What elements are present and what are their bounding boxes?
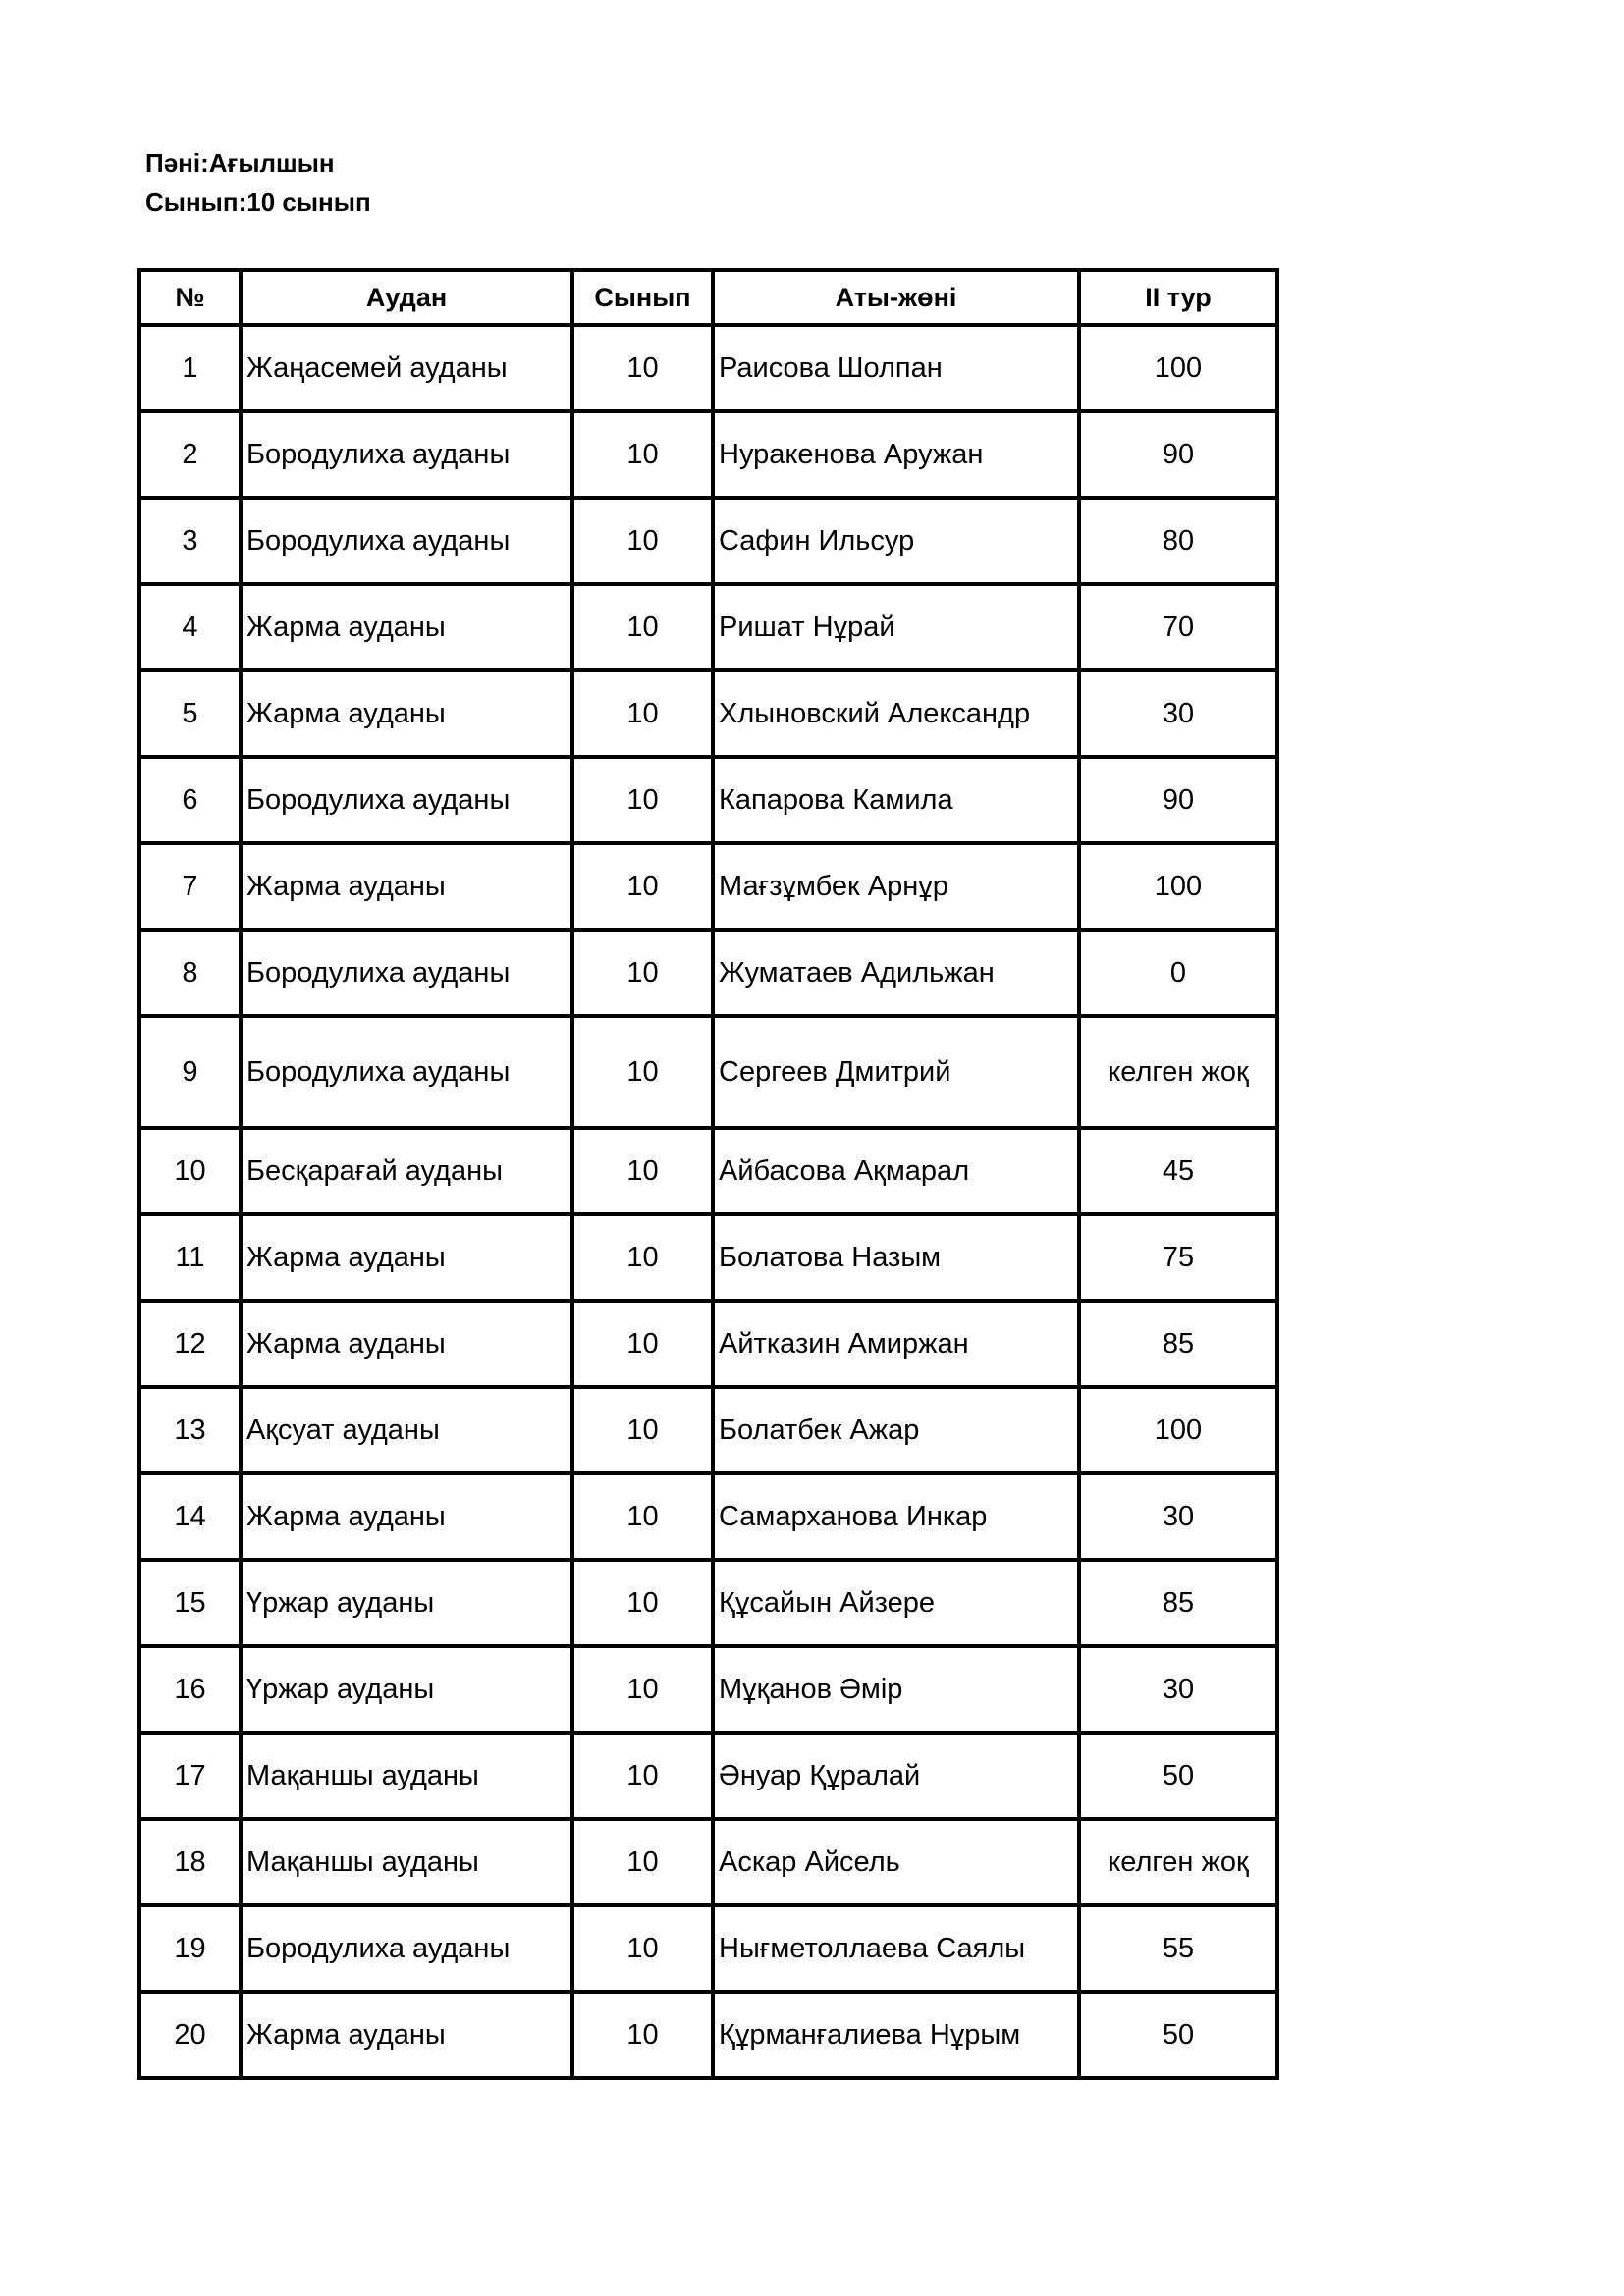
cell-district: Бородулиха ауданы bbox=[241, 1905, 572, 1992]
cell-no: 16 bbox=[139, 1646, 241, 1733]
cell-grade: 10 bbox=[572, 1560, 713, 1646]
cell-score: 100 bbox=[1079, 843, 1277, 930]
cell-grade: 10 bbox=[572, 1733, 713, 1819]
cell-name: Ришат Нұрай bbox=[713, 584, 1079, 670]
cell-score: 80 bbox=[1079, 498, 1277, 584]
cell-no: 10 bbox=[139, 1128, 241, 1214]
cell-district: Бородулиха ауданы bbox=[241, 1016, 572, 1128]
cell-no: 15 bbox=[139, 1560, 241, 1646]
cell-score: 90 bbox=[1079, 411, 1277, 498]
table-row bbox=[139, 411, 1277, 498]
cell-score: 85 bbox=[1079, 1301, 1277, 1387]
cell-name: Хлыновский Александр bbox=[713, 670, 1079, 757]
cell-no: 20 bbox=[139, 1992, 241, 2078]
cell-no: 12 bbox=[139, 1301, 241, 1387]
cell-name: Құрманғалиева Нұрым bbox=[713, 1992, 1079, 2078]
header-row bbox=[139, 270, 1277, 325]
table-row bbox=[139, 1128, 1277, 1214]
table-row bbox=[139, 1214, 1277, 1301]
cell-no: 18 bbox=[139, 1819, 241, 1905]
cell-score: 70 bbox=[1079, 584, 1277, 670]
cell-district: Жарма ауданы bbox=[241, 1301, 572, 1387]
cell-no: 1 bbox=[139, 325, 241, 411]
cell-grade: 10 bbox=[572, 1016, 713, 1128]
cell-name: Сафин Ильсур bbox=[713, 498, 1079, 584]
cell-grade: 10 bbox=[572, 1473, 713, 1560]
cell-district: Жаңасемей ауданы bbox=[241, 325, 572, 411]
cell-no: 14 bbox=[139, 1473, 241, 1560]
cell-name: Самарханова Инкар bbox=[713, 1473, 1079, 1560]
cell-grade: 10 bbox=[572, 584, 713, 670]
table-row bbox=[139, 757, 1277, 843]
table-row bbox=[139, 670, 1277, 757]
cell-district: Жарма ауданы bbox=[241, 1992, 572, 2078]
table-row bbox=[139, 930, 1277, 1016]
cell-grade: 10 bbox=[572, 498, 713, 584]
cell-no: 17 bbox=[139, 1733, 241, 1819]
cell-score: 100 bbox=[1079, 325, 1277, 411]
results-table-body bbox=[139, 325, 1277, 2078]
cell-district: Жарма ауданы bbox=[241, 843, 572, 930]
cell-score: 30 bbox=[1079, 1473, 1277, 1560]
column-header-grade: Сынып bbox=[572, 270, 713, 325]
cell-district: Бородулиха ауданы bbox=[241, 757, 572, 843]
cell-name: Сергеев Дмитрий bbox=[713, 1016, 1079, 1128]
table-row bbox=[139, 1473, 1277, 1560]
cell-score: келген жоқ bbox=[1079, 1016, 1277, 1128]
cell-no: 13 bbox=[139, 1387, 241, 1473]
cell-no: 6 bbox=[139, 757, 241, 843]
cell-score: 85 bbox=[1079, 1560, 1277, 1646]
cell-score: 0 bbox=[1079, 930, 1277, 1016]
cell-district: Жарма ауданы bbox=[241, 584, 572, 670]
cell-district: Үржар ауданы bbox=[241, 1560, 572, 1646]
cell-grade: 10 bbox=[572, 411, 713, 498]
cell-grade: 10 bbox=[572, 1646, 713, 1733]
cell-score: 30 bbox=[1079, 670, 1277, 757]
cell-no: 9 bbox=[139, 1016, 241, 1128]
cell-district: Бородулиха ауданы bbox=[241, 930, 572, 1016]
cell-no: 4 bbox=[139, 584, 241, 670]
cell-score: 50 bbox=[1079, 1733, 1277, 1819]
cell-name: Айбасова Ақмарал bbox=[713, 1128, 1079, 1214]
cell-score: келген жоқ bbox=[1079, 1819, 1277, 1905]
cell-grade: 10 bbox=[572, 1992, 713, 2078]
cell-score: 75 bbox=[1079, 1214, 1277, 1301]
cell-grade: 10 bbox=[572, 1301, 713, 1387]
cell-district: Бородулиха ауданы bbox=[241, 411, 572, 498]
table-row bbox=[139, 1646, 1277, 1733]
cell-name: Нығметоллаева Саялы bbox=[713, 1905, 1079, 1992]
cell-grade: 10 bbox=[572, 1128, 713, 1214]
column-header-score: II тур bbox=[1079, 270, 1277, 325]
cell-district: Жарма ауданы bbox=[241, 1214, 572, 1301]
cell-name: Мұқанов Әмір bbox=[713, 1646, 1079, 1733]
cell-grade: 10 bbox=[572, 1214, 713, 1301]
table-row bbox=[139, 1819, 1277, 1905]
cell-grade: 10 bbox=[572, 843, 713, 930]
cell-score: 90 bbox=[1079, 757, 1277, 843]
cell-grade: 10 bbox=[572, 1819, 713, 1905]
cell-score: 30 bbox=[1079, 1646, 1277, 1733]
doc-header bbox=[145, 143, 371, 222]
cell-no: 5 bbox=[139, 670, 241, 757]
cell-district: Жарма ауданы bbox=[241, 670, 572, 757]
cell-score: 50 bbox=[1079, 1992, 1277, 2078]
cell-name: Болатова Назым bbox=[713, 1214, 1079, 1301]
table-row bbox=[139, 1992, 1277, 2078]
cell-no: 11 bbox=[139, 1214, 241, 1301]
table-row bbox=[139, 325, 1277, 411]
table-row bbox=[139, 1301, 1277, 1387]
cell-score: 45 bbox=[1079, 1128, 1277, 1214]
cell-name: Әнуар Құралай bbox=[713, 1733, 1079, 1819]
cell-district: Үржар ауданы bbox=[241, 1646, 572, 1733]
cell-no: 7 bbox=[139, 843, 241, 930]
cell-no: 19 bbox=[139, 1905, 241, 1992]
cell-name: Мағзұмбек Арнұр bbox=[713, 843, 1079, 930]
column-header-no: № bbox=[139, 270, 241, 325]
cell-grade: 10 bbox=[572, 930, 713, 1016]
cell-district: Ақсуат ауданы bbox=[241, 1387, 572, 1473]
cell-grade: 10 bbox=[572, 1905, 713, 1992]
cell-name: Раисова Шолпан bbox=[713, 325, 1079, 411]
table-row bbox=[139, 498, 1277, 584]
table-row bbox=[139, 843, 1277, 930]
cell-district: Бородулиха ауданы bbox=[241, 498, 572, 584]
subject-line: Пәні:Ағылшын bbox=[145, 148, 335, 178]
cell-score: 100 bbox=[1079, 1387, 1277, 1473]
column-header-name: Аты-жөні bbox=[713, 270, 1079, 325]
class-line: Сынып:10 сынып bbox=[145, 187, 371, 217]
cell-name: Болатбек Ажар bbox=[713, 1387, 1079, 1473]
cell-name: Айтказин Амиржан bbox=[713, 1301, 1079, 1387]
results-table bbox=[137, 268, 1279, 2080]
cell-name: Нуракенова Аружан bbox=[713, 411, 1079, 498]
cell-district: Мақаншы ауданы bbox=[241, 1733, 572, 1819]
cell-no: 2 bbox=[139, 411, 241, 498]
table-row bbox=[139, 1733, 1277, 1819]
results-table-head bbox=[139, 270, 1277, 325]
cell-name: Капарова Камила bbox=[713, 757, 1079, 843]
table-row bbox=[139, 1016, 1277, 1128]
cell-no: 8 bbox=[139, 930, 241, 1016]
table-row bbox=[139, 1387, 1277, 1473]
cell-grade: 10 bbox=[572, 757, 713, 843]
column-header-district: Аудан bbox=[241, 270, 572, 325]
cell-grade: 10 bbox=[572, 670, 713, 757]
cell-no: 3 bbox=[139, 498, 241, 584]
table-row bbox=[139, 584, 1277, 670]
table-row bbox=[139, 1560, 1277, 1646]
cell-district: Бесқарағай ауданы bbox=[241, 1128, 572, 1214]
cell-district: Мақаншы ауданы bbox=[241, 1819, 572, 1905]
cell-grade: 10 bbox=[572, 325, 713, 411]
cell-district: Жарма ауданы bbox=[241, 1473, 572, 1560]
cell-score: 55 bbox=[1079, 1905, 1277, 1992]
cell-name: Жуматаев Адильжан bbox=[713, 930, 1079, 1016]
cell-name: Құсайын Айзере bbox=[713, 1560, 1079, 1646]
table-row bbox=[139, 1905, 1277, 1992]
cell-grade: 10 bbox=[572, 1387, 713, 1473]
cell-name: Аскар Айсель bbox=[713, 1819, 1079, 1905]
